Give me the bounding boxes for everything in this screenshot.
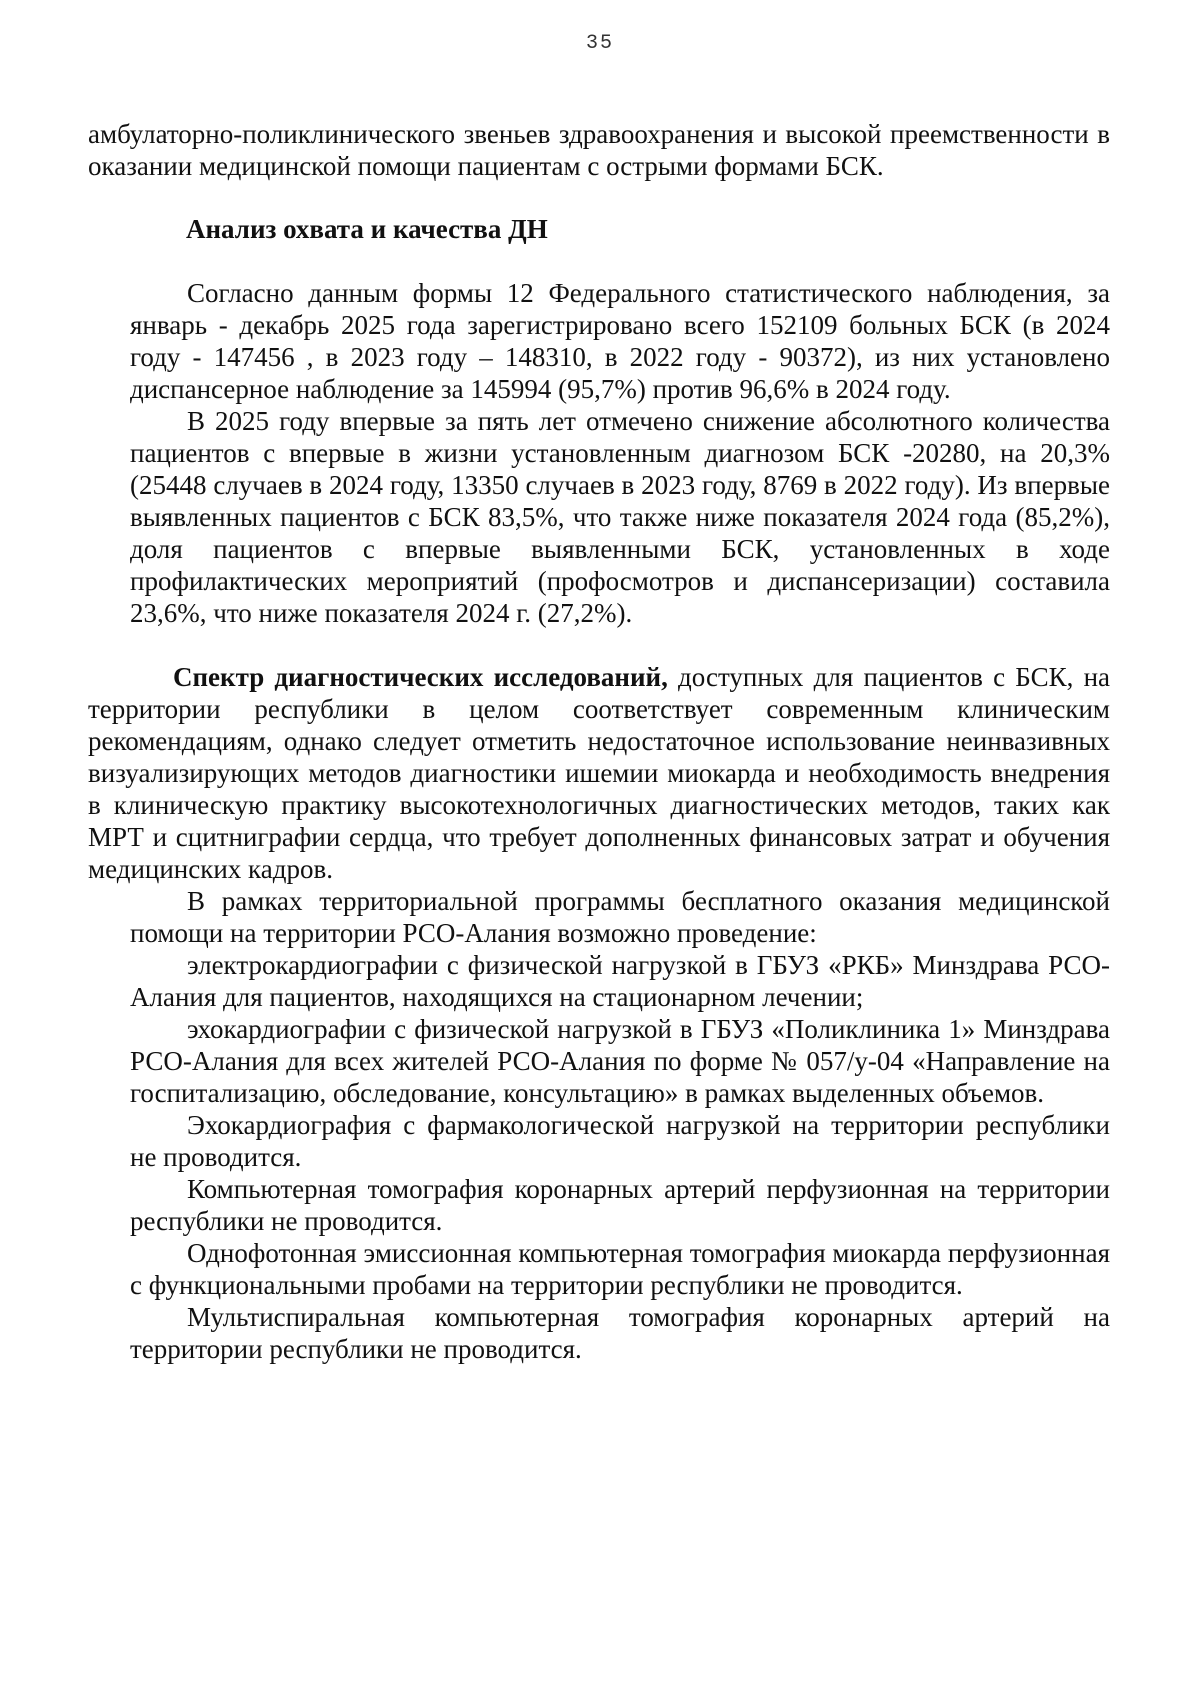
diagnostic-spectrum-lead: Спектр диагностических исследований, bbox=[173, 662, 668, 692]
paragraph-new-diagnoses: В 2025 году впервые за пять лет отмечено снижение абсолютного количества пациентов с впервые в жизни установленным диагнозом БСК -20280, на 20,3% (25448 случаев в 2024 году, 13350 случаев в 2023 году, 8769 в 2022 году). Из впервые выявленных пациентов с БСК 83,5%, что также ниже показателя 2024 года (85,2%), доля пациентов с впервые выявленными БСК, установленных в ходе профилактических мероприятий (профосмотров и диспансеризации) составила 23,6%, что ниже показателя 2024 г. (27,2%). bbox=[130, 406, 1110, 628]
paragraph-spect: Однофотонная эмиссионная компьютерная томография миокарда перфузионная с функциональными пробами на территории республики не проводится. bbox=[130, 1238, 1110, 1300]
document-body bbox=[88, 118, 1110, 1365]
paragraph-territorial-program: В рамках территориальной программы бесплатного оказания медицинской помощи на территории РСО-Алания возможно проведение: bbox=[130, 886, 1110, 948]
paragraph-ecg-stress: электрокардиографии с физической нагрузкой в ГБУЗ «РКБ» Минздрава РСО-Алания для пациентов, находящихся на стационарном лечении; bbox=[130, 950, 1110, 1012]
page-number: 35 bbox=[585, 32, 614, 55]
paragraph-echo-pharm: Эхокардиография с фармакологической нагрузкой на территории республики не проводится. bbox=[130, 1110, 1110, 1172]
section-heading: Анализ охвата и качества ДН bbox=[186, 214, 548, 244]
paragraph-ct-perfusion: Компьютерная томография коронарных артерий перфузионная на территории республики не проводится. bbox=[130, 1174, 1110, 1236]
paragraph-mscT: Мультиспиральная компьютерная томография коронарных артерий на территории республики не проводится. bbox=[130, 1302, 1110, 1364]
intro-paragraph: амбулаторно-поликлинического звеньев здравоохранения и высокой преемственности в оказании медицинской помощи пациентам с острыми формами БСК. bbox=[88, 119, 1110, 181]
diagnostic-spectrum-text: доступных для пациентов с БСК, на территории республики в целом соответствует современным клиническим рекомендациям, однако следует отметить недостаточное использование неинвазивных визуализирующих методов диагностики ишемии миокарда и необходимость внедрения в клиническую практику высокотехнологичных диагностических методов, таких как МРТ и сцитниграфии сердца, что требует дополненных финансовых затрат и обучения медицинских кадров. bbox=[88, 662, 1110, 884]
paragraph-echo-stress: эхокардиографии с физической нагрузкой в ГБУЗ «Поликлиника 1» Минздрава РСО-Алания для всех жителей РСО-Алания по форме № 057/у-04 «Направление на госпитализацию, обследование, консультацию» в рамках выделенных объемов. bbox=[130, 1014, 1110, 1108]
paragraph-registration-stats: Согласно данным формы 12 Федерального статистического наблюдения, за январь - декабрь 2025 года зарегистрировано всего 152109 больных БСК (в 2024 году - 147456 , в 2023 году – 148310, в 2022 году - 90372), из них установлено диспансерное наблюдение за 145994 (95,7%) против 96,6% в 2024 году. bbox=[130, 278, 1110, 404]
paragraph-diagnostic-spectrum bbox=[88, 661, 1110, 885]
